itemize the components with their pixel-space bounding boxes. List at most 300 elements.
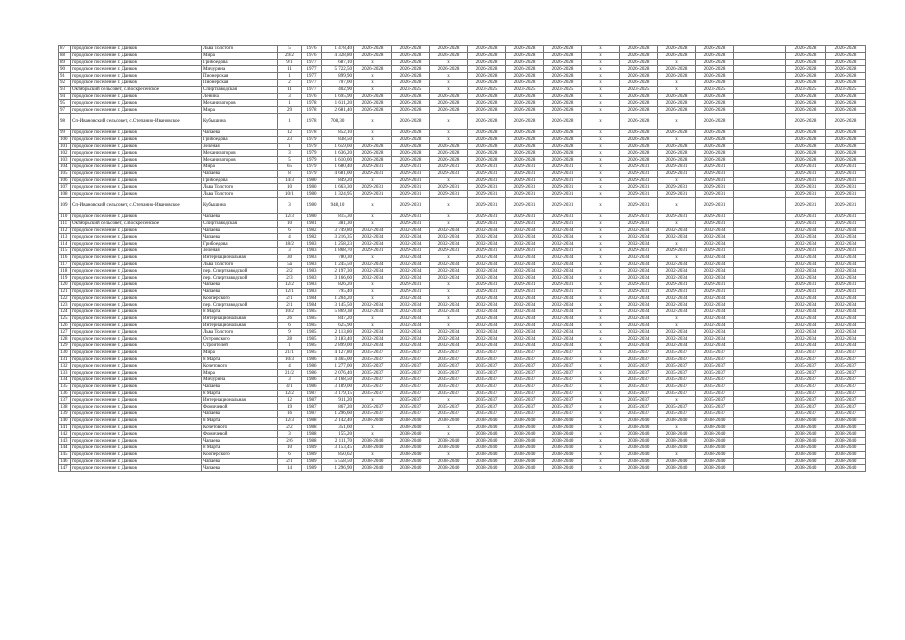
- period-8: 2032-2034: [627, 336, 650, 342]
- street: Кубышина: [203, 118, 226, 124]
- row-number: 136: [60, 391, 68, 397]
- street: Мичурина: [203, 66, 226, 72]
- period-3: 2029-2031: [437, 164, 460, 170]
- municipality: городское поселение г. Данков: [72, 370, 137, 376]
- period-10-cell: [696, 52, 734, 59]
- period-5-cell: [506, 52, 544, 59]
- period-5: 2026-2028: [513, 66, 536, 72]
- period-2-cell: [392, 295, 430, 302]
- period-4-cell: [468, 465, 506, 472]
- row-number: 103: [60, 157, 68, 163]
- period-10-cell: [696, 79, 734, 86]
- municipality: городское поселение г. Данков: [72, 411, 137, 417]
- period-10-cell: [696, 329, 734, 336]
- period-3-cell: [430, 268, 468, 275]
- table-row: [59, 79, 866, 86]
- period-6-cell: [544, 113, 582, 129]
- period-5: 2026-2028: [513, 73, 536, 79]
- municipality-cell: [71, 241, 202, 248]
- period-13: 2026-2028: [834, 107, 857, 113]
- period-1-cell: [354, 157, 392, 164]
- house-number-cell: [278, 363, 302, 370]
- period-13: 2032-2034: [834, 241, 857, 247]
- period-13-cell: [826, 445, 866, 452]
- municipality-cell: [71, 349, 202, 356]
- period-12-cell: [786, 227, 826, 234]
- period-3: 2035-2037: [437, 377, 460, 383]
- period-4-cell: [468, 247, 506, 254]
- period-5: 2035-2037: [513, 357, 536, 363]
- municipality: городское поселение г. Данков: [72, 241, 137, 247]
- period-1-cell: [354, 143, 392, 150]
- period-3: х: [447, 452, 450, 458]
- period-2-cell: [392, 424, 430, 431]
- period-13: 2026-2028: [834, 59, 857, 65]
- period-4-cell: [468, 191, 506, 198]
- period-1: х: [371, 323, 374, 329]
- table-row: [59, 295, 866, 302]
- street-cell: [202, 445, 278, 452]
- period-11-cell: [734, 66, 786, 73]
- total-area: 1 611,20: [334, 100, 352, 106]
- period-6-cell: [544, 234, 582, 241]
- period-12-cell: [786, 322, 826, 329]
- house-number: 10/1: [285, 191, 294, 197]
- period-10: 2026-2028: [703, 80, 726, 86]
- table-row: [59, 417, 866, 424]
- period-10-cell: [696, 170, 734, 177]
- period-3-cell: [430, 170, 468, 177]
- period-3-cell: [430, 241, 468, 248]
- period-1-cell: [354, 417, 392, 424]
- period-13: 2035-2037: [834, 384, 857, 390]
- period-3-cell: [430, 79, 468, 86]
- municipality: городское поселение г. Данков: [72, 404, 137, 410]
- period-2: 2026-2028: [399, 80, 422, 86]
- period-4-cell: [468, 163, 506, 170]
- period-12: 2038-2040: [794, 431, 817, 437]
- period-3-cell: [430, 343, 468, 350]
- period-2: 2035-2037: [399, 370, 422, 376]
- house-number-cell: [278, 46, 302, 53]
- house-number: 21/1: [285, 350, 294, 356]
- period-10-cell: [696, 445, 734, 452]
- period-6: 2032-2034: [551, 316, 574, 322]
- year-built-cell: [302, 417, 322, 424]
- year-built: 1980: [306, 184, 317, 190]
- period-12: 2026-2028: [794, 143, 817, 149]
- total-area: 1 296,60: [334, 411, 352, 417]
- period-6-cell: [544, 445, 582, 452]
- period-5: 2038-2040: [513, 431, 536, 437]
- period-7: х: [599, 268, 602, 274]
- period-9-cell: [658, 157, 696, 164]
- street: 8 Марта: [203, 391, 221, 397]
- period-4-cell: [468, 100, 506, 107]
- period-1-cell: [354, 281, 392, 288]
- total-area: 3 749,80: [334, 227, 352, 233]
- municipality: городское поселение г. Данков: [72, 157, 137, 163]
- year-built: 1986: [306, 384, 317, 390]
- year-built-cell: [302, 363, 322, 370]
- period-8: 2035-2037: [627, 377, 650, 383]
- period-4-cell: [468, 93, 506, 100]
- period-3-cell: [430, 411, 468, 418]
- period-12-cell: [786, 383, 826, 390]
- year-built: 1977: [306, 80, 317, 86]
- period-9: 2032-2034: [665, 329, 688, 335]
- period-5-cell: [506, 46, 544, 53]
- period-13: 2038-2040: [834, 438, 857, 444]
- total-area: 1 663,30: [334, 184, 352, 190]
- period-3-cell: [430, 191, 468, 198]
- year-built-cell: [302, 197, 322, 213]
- municipality: городское поселение г. Данков: [72, 164, 137, 170]
- period-5: 2023-2025: [513, 87, 536, 93]
- period-9: 2038-2040: [665, 445, 688, 451]
- row-number: 113: [60, 234, 68, 240]
- house-number: 3: [288, 150, 291, 156]
- year-built-cell: [302, 465, 322, 472]
- period-13: 2026-2028: [834, 137, 857, 143]
- period-9-cell: [658, 397, 696, 404]
- period-5-cell: [506, 93, 544, 100]
- row-number-cell: [59, 261, 71, 268]
- period-4-cell: [468, 213, 506, 220]
- period-7-cell: [582, 438, 620, 445]
- period-1: 2035-2037: [361, 384, 384, 390]
- period-2-cell: [392, 356, 430, 363]
- period-6: 2026-2028: [551, 59, 574, 65]
- period-6: 2038-2040: [551, 445, 574, 451]
- period-12-cell: [786, 163, 826, 170]
- period-13-cell: [826, 458, 866, 465]
- period-1-cell: [354, 261, 392, 268]
- municipality-cell: [71, 136, 202, 143]
- period-13-cell: [826, 281, 866, 288]
- period-4-cell: [468, 220, 506, 227]
- period-10: 2032-2034: [703, 316, 726, 322]
- total-area: 899,90: [338, 73, 352, 79]
- period-5-cell: [506, 177, 544, 184]
- period-5-cell: [506, 227, 544, 234]
- table-row: [59, 302, 866, 309]
- period-2-cell: [392, 363, 430, 370]
- street: Фомичевой: [203, 404, 228, 410]
- street-cell: [202, 241, 278, 248]
- row-number-cell: [59, 424, 71, 431]
- year-built-cell: [302, 170, 322, 177]
- period-2: 2035-2037: [399, 411, 422, 417]
- period-6-cell: [544, 451, 582, 458]
- period-4: 2032-2034: [475, 309, 498, 315]
- period-12-cell: [786, 129, 826, 136]
- period-7-cell: [582, 445, 620, 452]
- period-8: 2038-2040: [627, 418, 650, 424]
- period-4: 2026-2028: [475, 157, 498, 163]
- period-9-cell: [658, 370, 696, 377]
- period-5: 2029-2031: [513, 202, 536, 208]
- year-built: 1987: [306, 397, 317, 403]
- period-13-cell: [826, 417, 866, 424]
- total-area: 2 142,40: [334, 418, 352, 424]
- period-2: 2029-2031: [399, 177, 422, 183]
- municipality: городское поселение г. Данков: [72, 275, 137, 281]
- period-12: 2035-2037: [794, 377, 817, 383]
- street: Зеленая: [203, 248, 220, 254]
- period-2: 2026-2028: [399, 157, 422, 163]
- period-10: 2035-2037: [703, 350, 726, 356]
- period-7: х: [599, 171, 602, 177]
- period-7: х: [599, 377, 602, 383]
- period-12-cell: [786, 336, 826, 343]
- period-4: 2029-2031: [475, 221, 498, 227]
- period-9: 2032-2034: [665, 275, 688, 281]
- period-5: 2026-2028: [513, 130, 536, 136]
- period-12-cell: [786, 275, 826, 282]
- period-1: 2032-2034: [361, 261, 384, 267]
- period-8: 2029-2031: [627, 289, 650, 295]
- period-5-cell: [506, 356, 544, 363]
- period-10-cell: [696, 220, 734, 227]
- street: Чапаева: [203, 411, 221, 417]
- period-13-cell: [826, 59, 866, 66]
- period-13-cell: [826, 197, 866, 213]
- year-built-cell: [302, 411, 322, 418]
- period-10: 2032-2034: [703, 227, 726, 233]
- table-row: [59, 458, 866, 465]
- period-10-cell: [696, 93, 734, 100]
- row-number: 102: [60, 150, 68, 156]
- municipality-cell: [71, 254, 202, 261]
- period-4-cell: [468, 46, 506, 53]
- period-12: 2038-2040: [794, 452, 817, 458]
- period-9: 2035-2037: [665, 384, 688, 390]
- street: Грибоедова: [203, 137, 228, 143]
- total-area-cell: [322, 349, 354, 356]
- period-10: 2029-2031: [703, 289, 726, 295]
- period-1: 2035-2037: [361, 363, 384, 369]
- period-10: 2029-2031: [703, 164, 726, 170]
- street-cell: [202, 220, 278, 227]
- period-11-cell: [734, 254, 786, 261]
- period-1-cell: [354, 234, 392, 241]
- municipality: городское поселение г. Данков: [72, 66, 137, 72]
- period-13: 2029-2031: [834, 248, 857, 254]
- period-4-cell: [468, 322, 506, 329]
- period-11-cell: [734, 261, 786, 268]
- period-2-cell: [392, 349, 430, 356]
- period-8-cell: [620, 73, 658, 80]
- municipality: городское поселение г. Данков: [72, 343, 137, 349]
- period-4-cell: [468, 261, 506, 268]
- period-1-cell: [354, 383, 392, 390]
- street: Чапаева: [203, 438, 221, 444]
- period-13-cell: [826, 157, 866, 164]
- municipality-cell: [71, 383, 202, 390]
- period-7: х: [599, 221, 602, 227]
- period-2: 2035-2037: [399, 397, 422, 403]
- period-13-cell: [826, 383, 866, 390]
- period-12: 2026-2028: [794, 100, 817, 106]
- period-8-cell: [620, 356, 658, 363]
- year-built-cell: [302, 234, 322, 241]
- row-number: 105: [60, 171, 68, 177]
- period-13-cell: [826, 424, 866, 431]
- table-row: [59, 268, 866, 275]
- period-12-cell: [786, 213, 826, 220]
- period-10-cell: [696, 213, 734, 220]
- period-5-cell: [506, 295, 544, 302]
- period-6: 2026-2028: [551, 46, 574, 52]
- period-5: 2029-2031: [513, 248, 536, 254]
- row-number-cell: [59, 150, 71, 157]
- street-cell: [202, 191, 278, 198]
- row-number: 131: [60, 357, 68, 363]
- period-1-cell: [354, 397, 392, 404]
- street-cell: [202, 424, 278, 431]
- house-number-cell: [278, 465, 302, 472]
- year-built-cell: [302, 275, 322, 282]
- period-10-cell: [696, 336, 734, 343]
- period-9-cell: [658, 59, 696, 66]
- period-3: х: [447, 137, 450, 143]
- period-9-cell: [658, 445, 696, 452]
- period-1: 2038-2040: [361, 445, 384, 451]
- period-7: х: [599, 118, 602, 124]
- period-10: 2035-2037: [703, 384, 726, 390]
- period-9: 2032-2034: [665, 261, 688, 267]
- period-1: х: [371, 87, 374, 93]
- municipality-cell: [71, 465, 202, 472]
- row-number-cell: [59, 191, 71, 198]
- period-6: 2035-2037: [551, 363, 574, 369]
- period-6-cell: [544, 397, 582, 404]
- period-3: 2035-2037: [437, 370, 460, 376]
- year-built: 1976: [306, 93, 317, 99]
- period-8-cell: [620, 177, 658, 184]
- period-7-cell: [582, 46, 620, 53]
- municipality-cell: [71, 404, 202, 411]
- period-10: 2026-2028: [703, 143, 726, 149]
- period-1-cell: [354, 79, 392, 86]
- period-5: 2026-2028: [513, 107, 536, 113]
- period-6: 2032-2034: [551, 227, 574, 233]
- period-10-cell: [696, 431, 734, 438]
- period-5-cell: [506, 309, 544, 316]
- period-12: 2029-2031: [794, 177, 817, 183]
- row-number: 127: [60, 329, 68, 335]
- period-6: 2035-2037: [551, 350, 574, 356]
- municipality-cell: [71, 309, 202, 316]
- period-13: 2032-2034: [834, 329, 857, 335]
- period-1-cell: [354, 404, 392, 411]
- street-cell: [202, 107, 278, 114]
- period-10: 2029-2031: [703, 171, 726, 177]
- period-5: 2035-2037: [513, 391, 536, 397]
- street: Кооперского: [203, 295, 230, 301]
- period-1: х: [371, 255, 374, 261]
- period-9-cell: [658, 315, 696, 322]
- house-number-cell: [278, 52, 302, 59]
- period-12: 2032-2034: [794, 261, 817, 267]
- municipality: городское поселение г. Данков: [72, 391, 137, 397]
- period-7: х: [599, 46, 602, 52]
- period-4-cell: [468, 431, 506, 438]
- total-area: 795,40: [338, 289, 352, 295]
- street: Льва Толстого: [203, 261, 234, 267]
- year-built: 1983: [306, 248, 317, 254]
- year-built: 1988: [306, 418, 317, 424]
- period-9-cell: [658, 220, 696, 227]
- period-12: 2026-2028: [794, 157, 817, 163]
- period-2-cell: [392, 370, 430, 377]
- street: Чапаева: [203, 130, 221, 136]
- period-6-cell: [544, 79, 582, 86]
- period-6-cell: [544, 170, 582, 177]
- total-area-cell: [322, 79, 354, 86]
- period-8: 2026-2028: [627, 66, 650, 72]
- period-9-cell: [658, 73, 696, 80]
- period-5-cell: [506, 404, 544, 411]
- period-8: 2032-2034: [627, 343, 650, 349]
- period-1-cell: [354, 191, 392, 198]
- row-number: 114: [60, 241, 68, 247]
- period-6-cell: [544, 268, 582, 275]
- period-4-cell: [468, 150, 506, 157]
- row-number-cell: [59, 52, 71, 59]
- period-12-cell: [786, 424, 826, 431]
- period-7-cell: [582, 247, 620, 254]
- municipality: городское поселение г. Данков: [72, 268, 137, 274]
- period-5-cell: [506, 363, 544, 370]
- total-area-cell: [322, 288, 354, 295]
- period-10: 2029-2031: [703, 184, 726, 190]
- period-7: х: [599, 130, 602, 136]
- period-8: 2035-2037: [627, 384, 650, 390]
- year-built: 1985: [306, 350, 317, 356]
- period-6-cell: [544, 163, 582, 170]
- total-area: 5 869,38: [334, 309, 352, 315]
- municipality: городское поселение г. Данков: [72, 261, 137, 267]
- year-built: 1980: [306, 202, 317, 208]
- period-13: 2035-2037: [834, 377, 857, 383]
- year-built-cell: [302, 404, 322, 411]
- period-6-cell: [544, 184, 582, 191]
- period-6-cell: [544, 157, 582, 164]
- period-7: х: [599, 107, 602, 113]
- period-8-cell: [620, 315, 658, 322]
- total-area-cell: [322, 66, 354, 73]
- row-number-cell: [59, 309, 71, 316]
- house-number-cell: [278, 234, 302, 241]
- period-5-cell: [506, 336, 544, 343]
- total-area: 826,20: [338, 282, 352, 288]
- period-6: 2029-2031: [551, 214, 574, 220]
- total-area: 3 168,50: [334, 377, 352, 383]
- period-6: 2032-2034: [551, 309, 574, 315]
- period-9-cell: [658, 431, 696, 438]
- row-number-cell: [59, 431, 71, 438]
- period-1-cell: [354, 170, 392, 177]
- period-1: 2038-2040: [361, 438, 384, 444]
- period-10: 2035-2037: [703, 391, 726, 397]
- year-built: 1979: [306, 137, 317, 143]
- house-number-cell: [278, 424, 302, 431]
- period-5-cell: [506, 241, 544, 248]
- period-2-cell: [392, 107, 430, 114]
- period-3-cell: [430, 356, 468, 363]
